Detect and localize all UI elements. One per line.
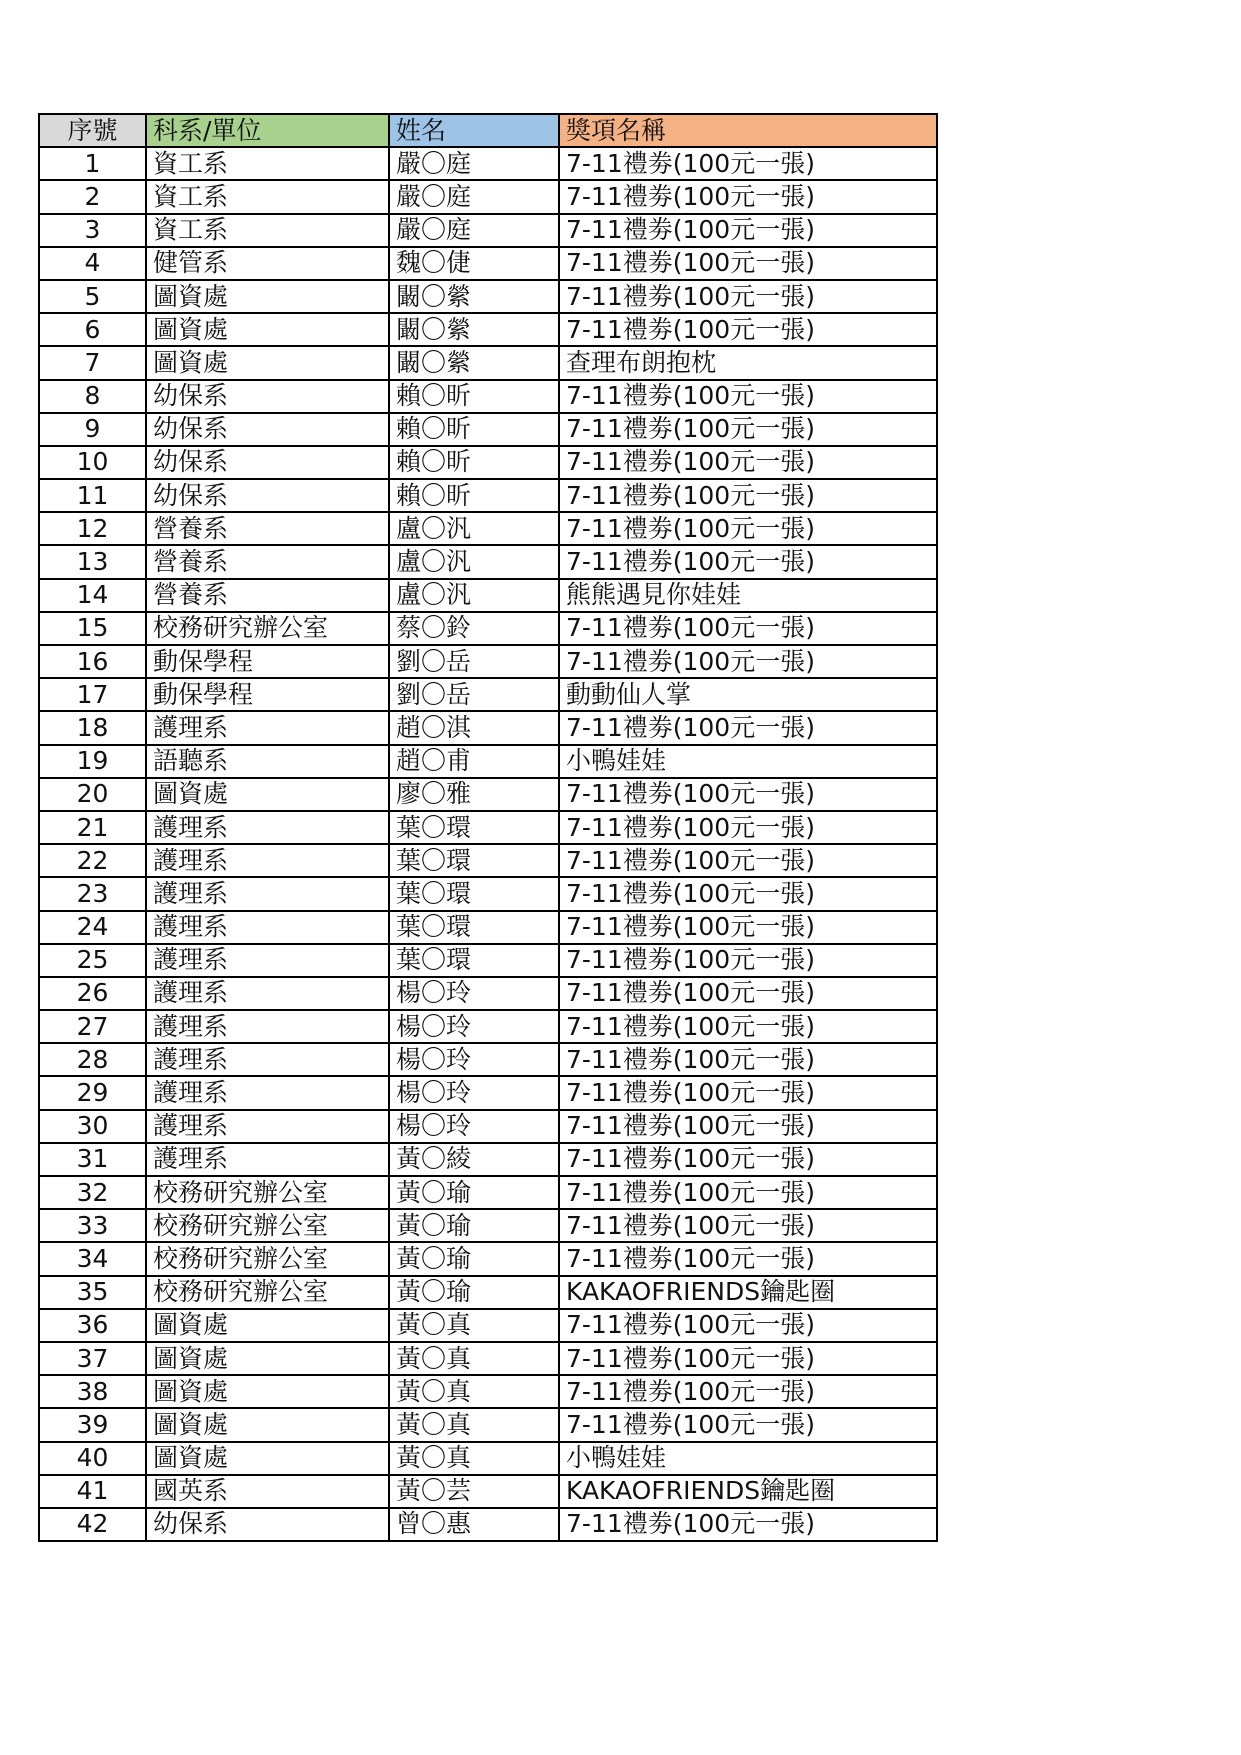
prize-name-cell: 7-11禮劵(100元一張): [559, 977, 937, 1010]
name-cell: 黃〇瑜: [389, 1176, 559, 1209]
table-row: [39, 1276, 937, 1309]
table-row: [39, 313, 937, 346]
table-row: [39, 214, 937, 247]
serial-number-cell: 42: [39, 1508, 146, 1541]
table-row: [39, 1110, 937, 1143]
table-row: [39, 944, 937, 977]
serial-number-cell: 24: [39, 911, 146, 944]
table-row: [39, 877, 937, 910]
table-row: [39, 147, 937, 180]
department-cell: 幼保系: [146, 380, 389, 413]
header-serial-number: 序號: [39, 114, 146, 147]
name-cell: 劉〇岳: [389, 678, 559, 711]
table-row: [39, 1408, 937, 1441]
serial-number-cell: 40: [39, 1442, 146, 1475]
department-cell: 資工系: [146, 214, 389, 247]
department-cell: 資工系: [146, 180, 389, 213]
department-cell: 圖資處: [146, 1309, 389, 1342]
department-cell: 幼保系: [146, 446, 389, 479]
prize-name-cell: 7-11禮劵(100元一張): [559, 1143, 937, 1176]
name-cell: 嚴〇庭: [389, 180, 559, 213]
prize-list-sheet: [38, 113, 938, 1542]
name-cell: 黃〇真: [389, 1442, 559, 1475]
serial-number-cell: 22: [39, 844, 146, 877]
name-cell: 葉〇環: [389, 844, 559, 877]
name-cell: 黃〇瑜: [389, 1276, 559, 1309]
serial-number-cell: 6: [39, 313, 146, 346]
name-cell: 黃〇瑜: [389, 1209, 559, 1242]
name-cell: 黃〇真: [389, 1309, 559, 1342]
table-row: [39, 1508, 937, 1541]
prize-name-cell: 7-11禮劵(100元一張): [559, 1309, 937, 1342]
prize-name-cell: 7-11禮劵(100元一張): [559, 180, 937, 213]
prize-name-cell: 查理布朗抱枕: [559, 346, 937, 379]
table-row: [39, 844, 937, 877]
prize-name-cell: 7-11禮劵(100元一張): [559, 380, 937, 413]
department-cell: 護理系: [146, 1043, 389, 1076]
serial-number-cell: 18: [39, 711, 146, 744]
name-cell: 黃〇芸: [389, 1475, 559, 1508]
prize-name-cell: KAKAOFRIENDS鑰匙圈: [559, 1475, 937, 1508]
prize-name-cell: 7-11禮劵(100元一張): [559, 1508, 937, 1541]
department-cell: 資工系: [146, 147, 389, 180]
department-cell: 護理系: [146, 1010, 389, 1043]
department-cell: 護理系: [146, 711, 389, 744]
prize-name-cell: 7-11禮劵(100元一張): [559, 645, 937, 678]
department-cell: 國英系: [146, 1475, 389, 1508]
table-row: [39, 811, 937, 844]
department-cell: 圖資處: [146, 346, 389, 379]
prize-name-cell: KAKAOFRIENDS鑰匙圈: [559, 1276, 937, 1309]
prize-name-cell: 7-11禮劵(100元一張): [559, 711, 937, 744]
name-cell: 楊〇玲: [389, 1110, 559, 1143]
header-department: 科系/單位: [146, 114, 389, 147]
table-row: [39, 678, 937, 711]
serial-number-cell: 38: [39, 1375, 146, 1408]
department-cell: 護理系: [146, 811, 389, 844]
serial-number-cell: 8: [39, 380, 146, 413]
table-row: [39, 1342, 937, 1375]
serial-number-cell: 5: [39, 280, 146, 313]
serial-number-cell: 20: [39, 778, 146, 811]
department-cell: 護理系: [146, 1143, 389, 1176]
table-row: [39, 479, 937, 512]
serial-number-cell: 11: [39, 479, 146, 512]
table-body: [39, 147, 937, 1541]
table-row: [39, 1010, 937, 1043]
serial-number-cell: 10: [39, 446, 146, 479]
prize-name-cell: 7-11禮劵(100元一張): [559, 413, 937, 446]
table-row: [39, 1076, 937, 1109]
prize-name-cell: 7-11禮劵(100元一張): [559, 877, 937, 910]
prize-name-cell: 7-11禮劵(100元一張): [559, 1408, 937, 1441]
prize-name-cell: 7-11禮劵(100元一張): [559, 612, 937, 645]
name-cell: 劉〇岳: [389, 645, 559, 678]
prize-name-cell: 7-11禮劵(100元一張): [559, 1043, 937, 1076]
prize-name-cell: 7-11禮劵(100元一張): [559, 446, 937, 479]
department-cell: 護理系: [146, 844, 389, 877]
department-cell: 護理系: [146, 944, 389, 977]
serial-number-cell: 13: [39, 545, 146, 578]
prize-name-cell: 7-11禮劵(100元一張): [559, 280, 937, 313]
serial-number-cell: 27: [39, 1010, 146, 1043]
table-row: [39, 711, 937, 744]
serial-number-cell: 14: [39, 579, 146, 612]
serial-number-cell: 25: [39, 944, 146, 977]
serial-number-cell: 9: [39, 413, 146, 446]
serial-number-cell: 17: [39, 678, 146, 711]
table-row: [39, 1176, 937, 1209]
name-cell: 趙〇淇: [389, 711, 559, 744]
department-cell: 健管系: [146, 247, 389, 280]
department-cell: 護理系: [146, 1110, 389, 1143]
prize-name-cell: 7-11禮劵(100元一張): [559, 1176, 937, 1209]
name-cell: 廖〇雅: [389, 778, 559, 811]
prize-name-cell: 小鴨娃娃: [559, 1442, 937, 1475]
department-cell: 護理系: [146, 977, 389, 1010]
table-row: [39, 778, 937, 811]
table-row: [39, 911, 937, 944]
prize-name-cell: 7-11禮劵(100元一張): [559, 512, 937, 545]
prize-name-cell: 7-11禮劵(100元一張): [559, 1209, 937, 1242]
header-row: [39, 114, 937, 147]
department-cell: 圖資處: [146, 1408, 389, 1441]
prize-name-cell: 小鴨娃娃: [559, 745, 937, 778]
name-cell: 葉〇環: [389, 911, 559, 944]
table-row: [39, 579, 937, 612]
department-cell: 幼保系: [146, 1508, 389, 1541]
table-row: [39, 1475, 937, 1508]
name-cell: 黃〇瑜: [389, 1242, 559, 1275]
serial-number-cell: 7: [39, 346, 146, 379]
name-cell: 闞〇縈: [389, 280, 559, 313]
table-row: [39, 1043, 937, 1076]
table-row: [39, 612, 937, 645]
name-cell: 黃〇真: [389, 1342, 559, 1375]
header-name: 姓名: [389, 114, 559, 147]
table-row: [39, 180, 937, 213]
table-row: [39, 1309, 937, 1342]
department-cell: 圖資處: [146, 280, 389, 313]
name-cell: 賴〇昕: [389, 413, 559, 446]
table-row: [39, 280, 937, 313]
serial-number-cell: 33: [39, 1209, 146, 1242]
prize-name-cell: 7-11禮劵(100元一張): [559, 1342, 937, 1375]
serial-number-cell: 4: [39, 247, 146, 280]
department-cell: 幼保系: [146, 479, 389, 512]
table-row: [39, 1143, 937, 1176]
prize-name-cell: 7-11禮劵(100元一張): [559, 545, 937, 578]
department-cell: 校務研究辦公室: [146, 1276, 389, 1309]
department-cell: 營養系: [146, 545, 389, 578]
table-row: [39, 1209, 937, 1242]
department-cell: 校務研究辦公室: [146, 1209, 389, 1242]
serial-number-cell: 2: [39, 180, 146, 213]
name-cell: 盧〇汎: [389, 579, 559, 612]
table-row: [39, 1442, 937, 1475]
department-cell: 圖資處: [146, 1442, 389, 1475]
table-row: [39, 645, 937, 678]
header-prize-name: 獎項名稱: [559, 114, 937, 147]
name-cell: 曾〇惠: [389, 1508, 559, 1541]
table-row: [39, 380, 937, 413]
serial-number-cell: 31: [39, 1143, 146, 1176]
name-cell: 楊〇玲: [389, 977, 559, 1010]
department-cell: 校務研究辦公室: [146, 1176, 389, 1209]
department-cell: 營養系: [146, 512, 389, 545]
prize-name-cell: 7-11禮劵(100元一張): [559, 944, 937, 977]
serial-number-cell: 26: [39, 977, 146, 1010]
name-cell: 盧〇汎: [389, 545, 559, 578]
department-cell: 護理系: [146, 877, 389, 910]
name-cell: 闞〇縈: [389, 346, 559, 379]
prize-name-cell: 7-11禮劵(100元一張): [559, 778, 937, 811]
name-cell: 嚴〇庭: [389, 214, 559, 247]
prize-name-cell: 動動仙人掌: [559, 678, 937, 711]
department-cell: 圖資處: [146, 778, 389, 811]
prize-winners-table: [38, 113, 938, 1542]
serial-number-cell: 29: [39, 1076, 146, 1109]
table-row: [39, 247, 937, 280]
department-cell: 校務研究辦公室: [146, 612, 389, 645]
serial-number-cell: 28: [39, 1043, 146, 1076]
department-cell: 圖資處: [146, 1375, 389, 1408]
department-cell: 護理系: [146, 1076, 389, 1109]
name-cell: 嚴〇庭: [389, 147, 559, 180]
name-cell: 楊〇玲: [389, 1076, 559, 1109]
department-cell: 動保學程: [146, 678, 389, 711]
name-cell: 楊〇玲: [389, 1043, 559, 1076]
serial-number-cell: 19: [39, 745, 146, 778]
serial-number-cell: 30: [39, 1110, 146, 1143]
prize-name-cell: 7-11禮劵(100元一張): [559, 911, 937, 944]
serial-number-cell: 3: [39, 214, 146, 247]
prize-name-cell: 7-11禮劵(100元一張): [559, 313, 937, 346]
department-cell: 護理系: [146, 911, 389, 944]
department-cell: 幼保系: [146, 413, 389, 446]
table-row: [39, 512, 937, 545]
prize-name-cell: 7-11禮劵(100元一張): [559, 1110, 937, 1143]
department-cell: 營養系: [146, 579, 389, 612]
name-cell: 趙〇甫: [389, 745, 559, 778]
prize-name-cell: 7-11禮劵(100元一張): [559, 1375, 937, 1408]
serial-number-cell: 15: [39, 612, 146, 645]
prize-name-cell: 7-11禮劵(100元一張): [559, 811, 937, 844]
table-row: [39, 1375, 937, 1408]
serial-number-cell: 32: [39, 1176, 146, 1209]
name-cell: 葉〇環: [389, 877, 559, 910]
serial-number-cell: 1: [39, 147, 146, 180]
serial-number-cell: 36: [39, 1309, 146, 1342]
prize-name-cell: 7-11禮劵(100元一張): [559, 1242, 937, 1275]
table-row: [39, 1242, 937, 1275]
serial-number-cell: 23: [39, 877, 146, 910]
prize-name-cell: 7-11禮劵(100元一張): [559, 247, 937, 280]
name-cell: 魏〇倢: [389, 247, 559, 280]
department-cell: 圖資處: [146, 313, 389, 346]
prize-name-cell: 7-11禮劵(100元一張): [559, 1010, 937, 1043]
table-row: [39, 446, 937, 479]
serial-number-cell: 35: [39, 1276, 146, 1309]
department-cell: 動保學程: [146, 645, 389, 678]
name-cell: 賴〇昕: [389, 446, 559, 479]
name-cell: 賴〇昕: [389, 479, 559, 512]
serial-number-cell: 41: [39, 1475, 146, 1508]
name-cell: 葉〇環: [389, 944, 559, 977]
prize-name-cell: 熊熊遇見你娃娃: [559, 579, 937, 612]
department-cell: 圖資處: [146, 1342, 389, 1375]
serial-number-cell: 12: [39, 512, 146, 545]
name-cell: 黃〇真: [389, 1408, 559, 1441]
name-cell: 葉〇環: [389, 811, 559, 844]
name-cell: 賴〇昕: [389, 380, 559, 413]
name-cell: 蔡〇鈴: [389, 612, 559, 645]
department-cell: 語聽系: [146, 745, 389, 778]
table-row: [39, 413, 937, 446]
serial-number-cell: 39: [39, 1408, 146, 1441]
table-row: [39, 977, 937, 1010]
serial-number-cell: 21: [39, 811, 146, 844]
table-row: [39, 346, 937, 379]
table-row: [39, 545, 937, 578]
serial-number-cell: 37: [39, 1342, 146, 1375]
prize-name-cell: 7-11禮劵(100元一張): [559, 214, 937, 247]
name-cell: 闞〇縈: [389, 313, 559, 346]
name-cell: 盧〇汎: [389, 512, 559, 545]
prize-name-cell: 7-11禮劵(100元一張): [559, 1076, 937, 1109]
serial-number-cell: 16: [39, 645, 146, 678]
prize-name-cell: 7-11禮劵(100元一張): [559, 147, 937, 180]
table-row: [39, 745, 937, 778]
name-cell: 黃〇真: [389, 1375, 559, 1408]
prize-name-cell: 7-11禮劵(100元一張): [559, 479, 937, 512]
serial-number-cell: 34: [39, 1242, 146, 1275]
name-cell: 黃〇綾: [389, 1143, 559, 1176]
prize-name-cell: 7-11禮劵(100元一張): [559, 844, 937, 877]
name-cell: 楊〇玲: [389, 1010, 559, 1043]
department-cell: 校務研究辦公室: [146, 1242, 389, 1275]
